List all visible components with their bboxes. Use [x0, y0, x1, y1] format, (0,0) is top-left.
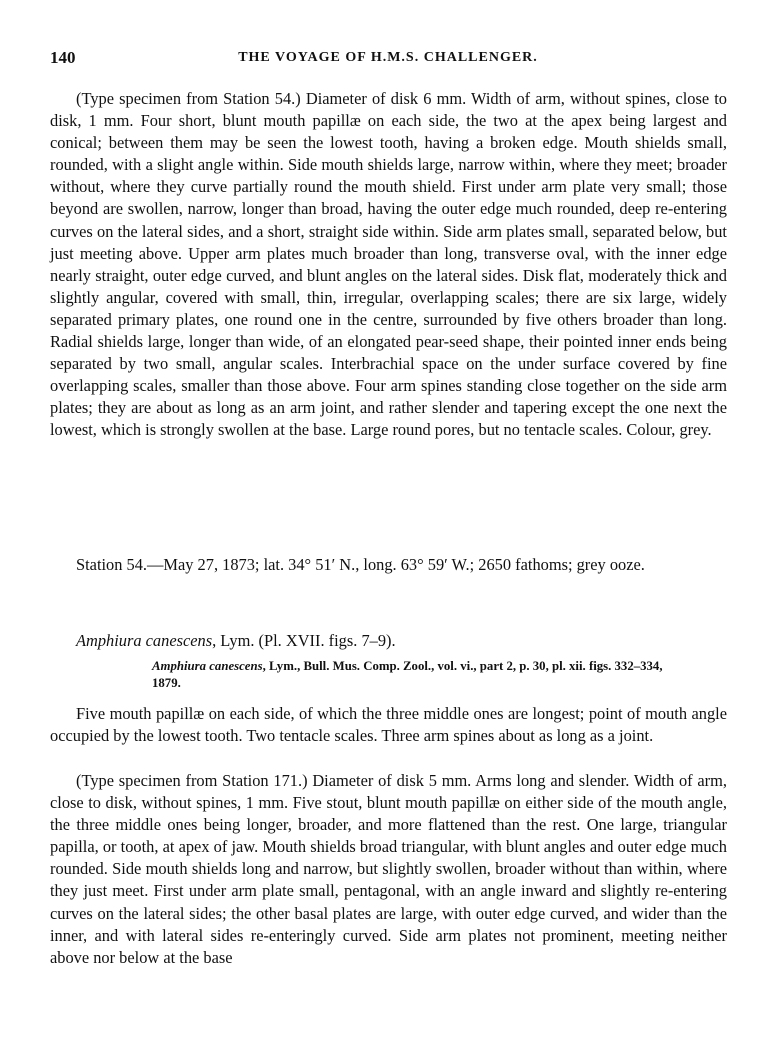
- species-authority: , Lym. (Pl. XVII. figs. 7–9).: [212, 631, 396, 650]
- description-paragraph-1: (Type specimen from Station 54.) Diameter of disk 6 mm. Width of arm, without spines, close to disk, 1 mm. Four short, blunt mouth papillæ on each side, the two at the apex being largest and conical; between them may be seen the lowest tooth, having a broken edge. Mouth shields small, rounded, with a slight angle within. Side mouth shields large, narrow within, where they meet; broader without, where they curve partially round the mouth shield. First under arm plate very small; those beyond are swollen, narrow, longer than broad, having the outer edge much rounded, deep re-entering curves on the lateral sides, and a short, straight side within. Side arm plates small, separated below, but just meeting above. Upper arm plates much broader than long, transverse oval, with the inner edge nearly straight, outer edge curved, and blunt angles on the lateral sides. Disk flat, moderately thick and slightly angular, covered with small, thin, irregular, overlapping scales; there are six large, widely separated primary plates, one round one in the centre, surrounded by five others broader than long. Radial shields large, longer than wide, of an elongated pear-seed shape, their pointed inner ends being separated by two small, angular scales. Interbrachial space on the under surface covered by fine overlapping scales, smaller than those above. Four arm spines standing close together on the side arm plates; they are about as long as an arm joint, and rather slender and tapering except the one next the lowest, which is strongly swollen at the base. Large round pores, but no tentacle scales. Colour, grey.: [50, 89, 727, 440]
- description-block-1: [50, 88, 727, 442]
- running-title: THE VOYAGE OF H.M.S. CHALLENGER.: [238, 50, 538, 65]
- citation-reference: , Lym., Bull. Mus. Comp. Zool., vol. vi., part 2, p. 30, pl. xii. figs. 332–334,: [262, 659, 663, 673]
- description-block-2: [50, 770, 727, 969]
- citation-species-name: Amphiura canescens: [152, 659, 263, 673]
- station-block-1: [50, 554, 727, 576]
- description-paragraph-2: (Type specimen from Station 171.) Diameter of disk 5 mm. Arms long and slender. Width of arm, close to disk, without spines, 1 mm. Five stout, blunt mouth papillæ on either side of the mouth angle, the three middle ones being longer, broader, and more flattened than the rest. One large, triangular papilla, or tooth, at apex of jaw. Mouth shields broad triangular, with blunt angles and outer edge much rounded. Side mouth shields long and narrow, but slightly swollen, broader without than within, where they just meet. First under arm plate small, pentagonal, with an angle inward and slightly re-entering curves on the lateral sides; the other basal plates are large, with outer edge curved, and wider than the inner, and with lateral sides re-enteringly curved. Side arm plates not prominent, meeting neither above nor below at the base: [50, 771, 727, 967]
- page-number: 140: [50, 48, 76, 67]
- species-name: Amphiura canescens: [76, 631, 213, 650]
- page-header: [50, 48, 726, 70]
- diagnosis-paragraph: Five mouth papillæ on each side, of which the three middle ones are longest; point of mouth angle occupied by the lowest tooth. Two tentacle scales. Three arm spines about as long as a joint.: [50, 704, 727, 746]
- citation-year: 1879.: [152, 676, 181, 690]
- synonymy-citation: [152, 658, 726, 675]
- species-heading: [76, 630, 726, 652]
- diagnosis-block: [50, 703, 727, 747]
- station-record: Station 54.—May 27, 1873; lat. 34° 51′ N., long. 63° 59′ W.; 2650 fathoms; grey ooze.: [76, 555, 645, 574]
